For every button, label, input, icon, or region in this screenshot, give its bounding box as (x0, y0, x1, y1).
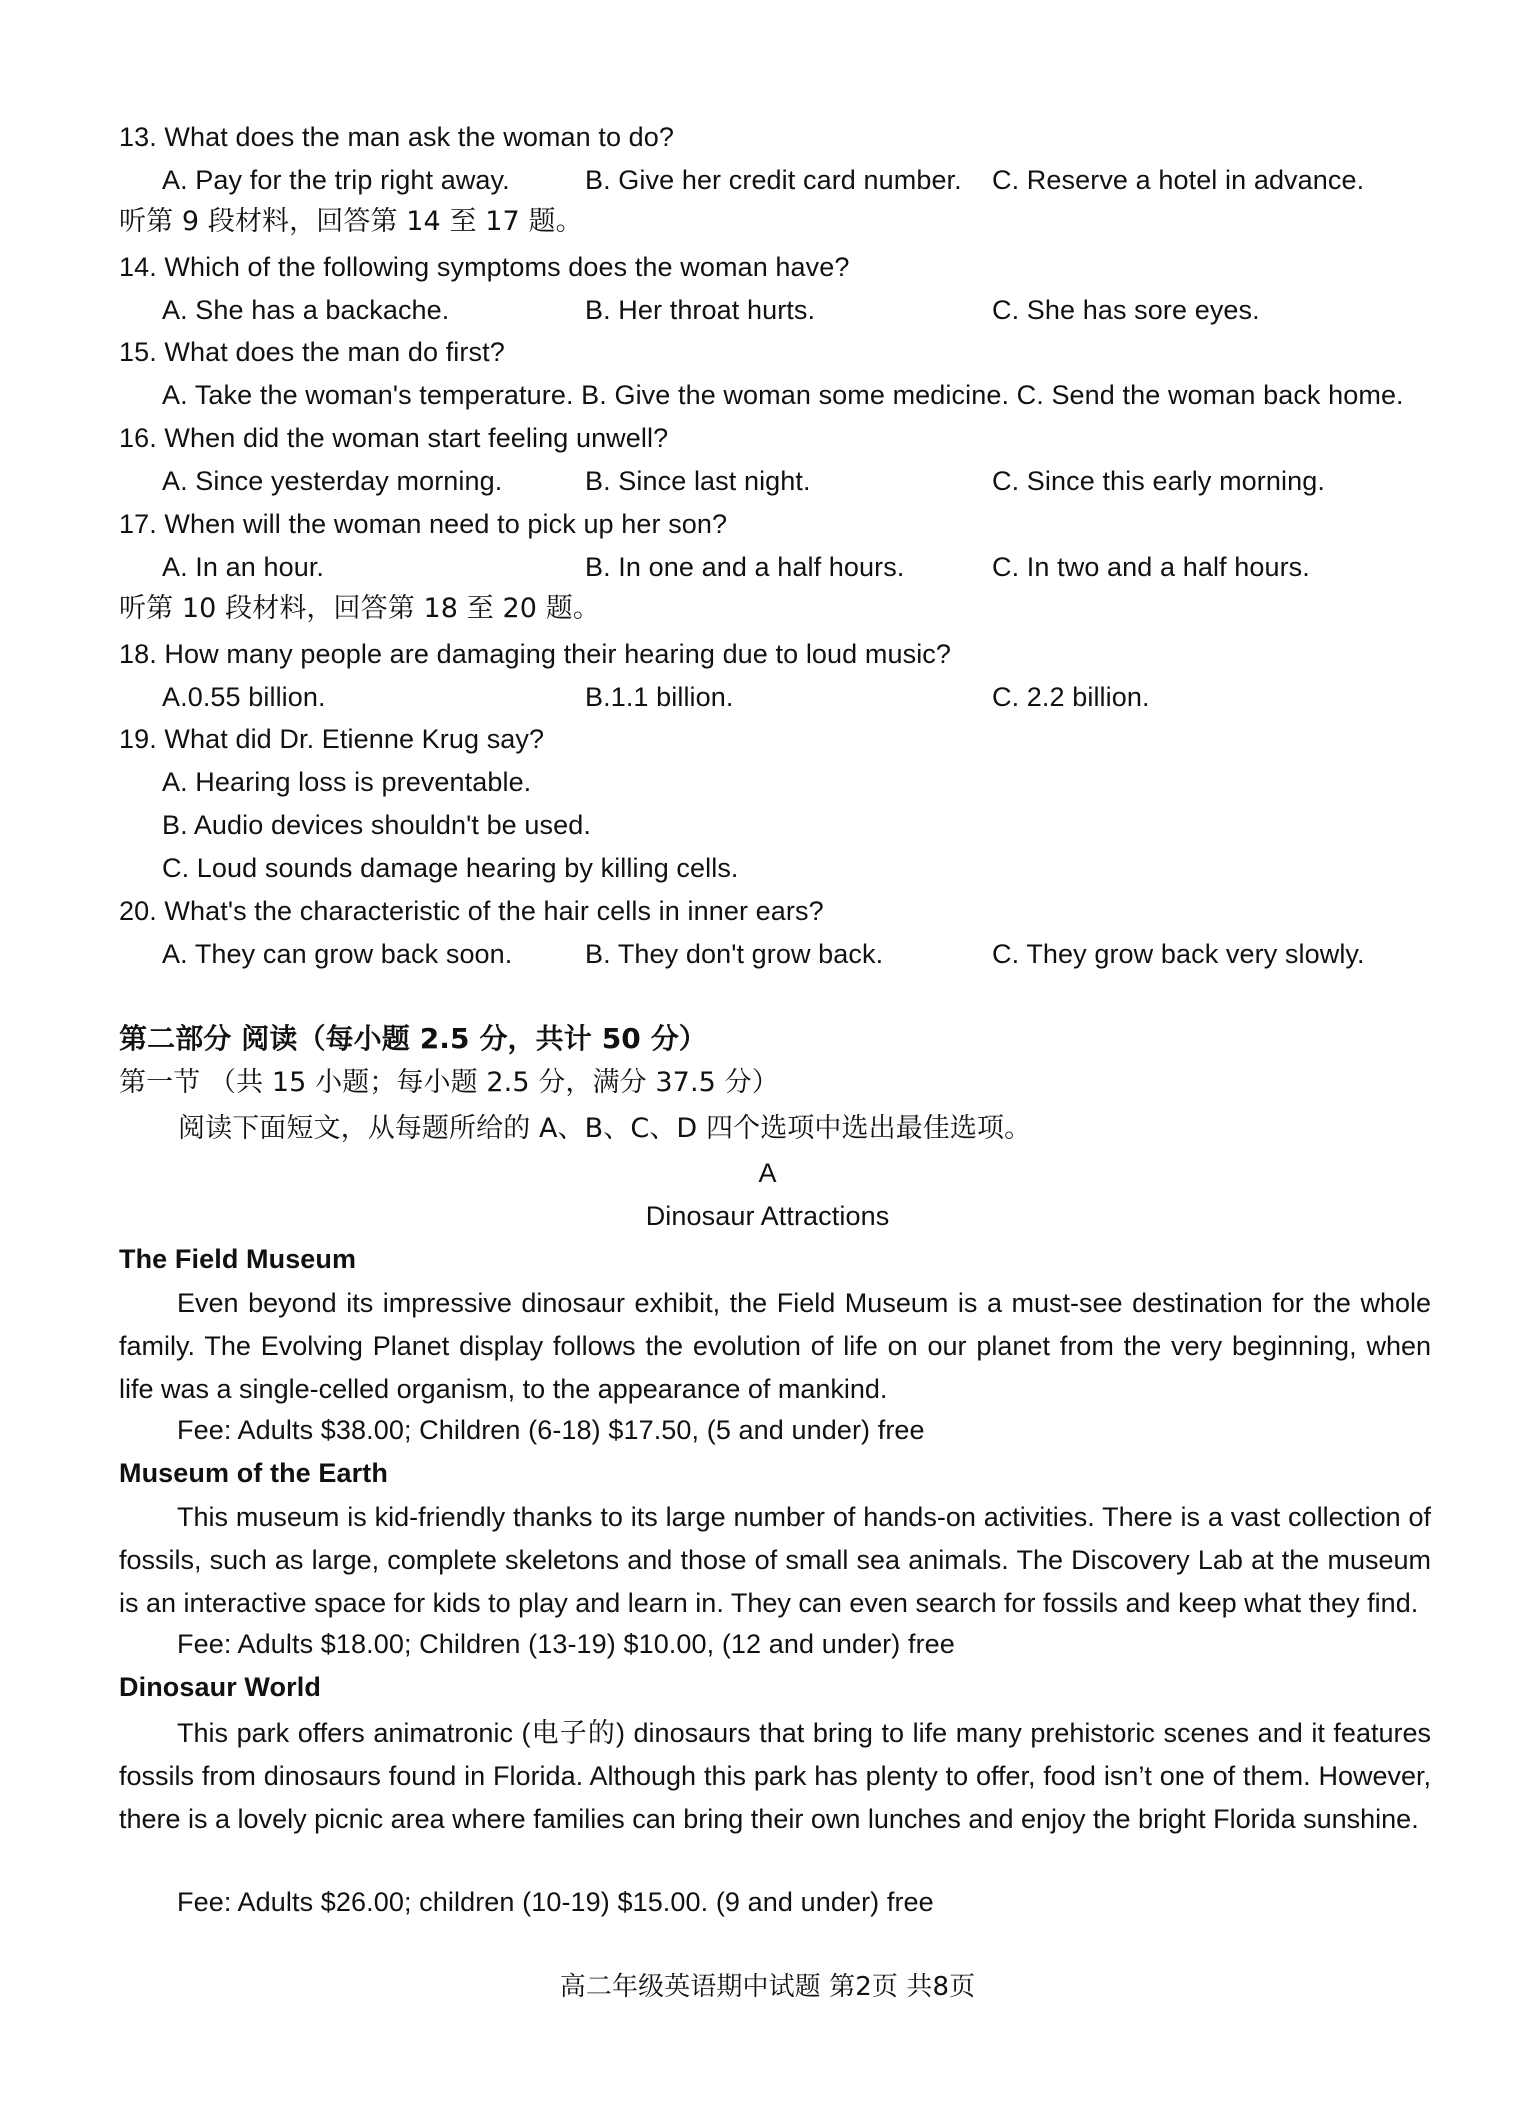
q15-stem: 15. What does the man do first? (119, 337, 505, 367)
q20-option-c: C. They grow back very slowly. (992, 939, 1365, 969)
attraction-description: This museum is kid-friendly thanks to its large number of hands-on activities. There is a vast collection of fossils, such as large, complete skeletons and those of small sea animals. The Discovery Lab at the museum is an interactive space for kids to play and learn in. They can even search for fossils and keep what they find. (119, 1502, 1431, 1618)
attraction-name: Dinosaur World (119, 1672, 321, 1702)
q19-option-c: C. Loud sounds damage hearing by killing cells. (162, 853, 739, 883)
passage-letter: A (758, 1158, 777, 1188)
attraction-name: Museum of the Earth (119, 1458, 388, 1488)
q18-option-c: C. 2.2 billion. (992, 682, 1150, 712)
q18-option-a: A.0.55 billion. (162, 682, 326, 712)
q17-option-c: C. In two and a half hours. (992, 552, 1310, 582)
q17-stem: 17. When will the woman need to pick up her son? (119, 509, 728, 539)
q20-option-a: A. They can grow back soon. (162, 939, 513, 969)
attraction-name: The Field Museum (119, 1244, 357, 1274)
attraction-description: This park offers animatronic (电子的) dinosaurs that bring to life many prehistoric scenes and it features fossils from dinosaurs found in Florida. Although this park has plenty to offer, food isn’t one of them. However, there is a lovely picnic area where families can bring their own lunches and enjoy the bright Florida sunshine. (119, 1718, 1431, 1834)
q19-stem: 19. What did Dr. Etienne Krug say? (119, 724, 545, 754)
passage-title: Dinosaur Attractions (645, 1201, 890, 1231)
attraction-description: Even beyond its impressive dinosaur exhibit, the Field Museum is a must-see destination for the whole family. The Evolving Planet display follows the evolution of life on our planet from the very beginning, when life was a single-celled organism, to the appearance of mankind. (119, 1288, 1431, 1404)
q14-stem: 14. Which of the following symptoms does the woman have? (119, 252, 850, 282)
section-10-instruction: 听第 10 段材料，回答第 18 至 20 题。 (119, 593, 600, 624)
q14-option-a: A. She has a backache. (162, 295, 450, 325)
q16-option-a: A. Since yesterday morning. (162, 466, 503, 496)
attraction-fee: Fee: Adults $26.00; children (10-19) $15.00. (9 and under) free (177, 1887, 934, 1917)
q20-option-b: B. They don't grow back. (585, 939, 884, 969)
q20-stem: 20. What's the characteristic of the hair cells in inner ears? (119, 896, 824, 926)
q16-option-b: B. Since last night. (585, 466, 811, 496)
q19-option-a: A. Hearing loss is preventable. (162, 767, 532, 797)
q18-stem: 18. How many people are damaging their hearing due to loud music? (119, 639, 952, 669)
q16-option-c: C. Since this early morning. (992, 466, 1325, 496)
attraction-fee: Fee: Adults $18.00; Children (13-19) $10.00, (12 and under) free (177, 1629, 955, 1659)
q17-option-a: A. In an hour. (162, 552, 325, 582)
part-2-section-1: 第一节 （共 15 小题；每小题 2.5 分，满分 37.5 分） (119, 1067, 779, 1098)
attraction-fee: Fee: Adults $38.00; Children (6-18) $17.50, (5 and under) free (177, 1415, 925, 1445)
q14-option-c: C. She has sore eyes. (992, 295, 1260, 325)
q18-option-b: B.1.1 billion. (585, 682, 734, 712)
q15-options: A. Take the woman's temperature. B. Give the woman some medicine. C. Send the woman back home. (162, 380, 1404, 410)
q13-option-b: B. Give her credit card number. (585, 165, 962, 195)
q14-option-b: B. Her throat hurts. (585, 295, 816, 325)
q19-option-b: B. Audio devices shouldn't be used. (162, 810, 591, 840)
section-9-instruction: 听第 9 段材料，回答第 14 至 17 题。 (119, 206, 583, 237)
q16-stem: 16. When did the woman start feeling unwell? (119, 423, 669, 453)
q17-option-b: B. In one and a half hours. (585, 552, 905, 582)
reading-instruction: 阅读下面短文，从每题所给的 A、B、C、D 四个选项中选出最佳选项。 (178, 1113, 1032, 1144)
q13-stem: 13. What does the man ask the woman to do? (119, 122, 675, 152)
page-footer: 高二年级英语期中试题 第2页 共8页 (559, 1972, 976, 2002)
q13-option-a: A. Pay for the trip right away. (162, 165, 510, 195)
part-2-heading: 第二部分 阅读（每小题 2.5 分，共计 50 分） (119, 1022, 707, 1055)
q13-option-c: C. Reserve a hotel in advance. (992, 165, 1365, 195)
